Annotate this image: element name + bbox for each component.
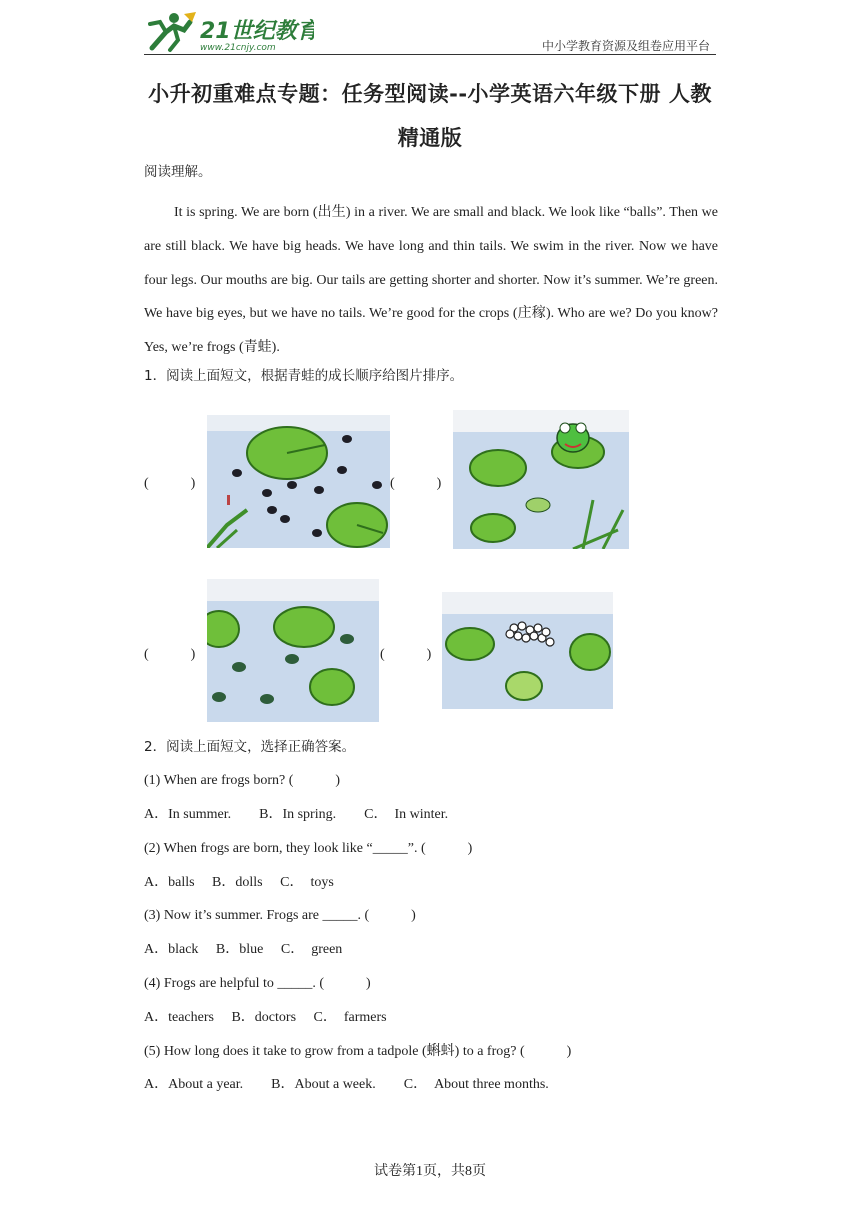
svg-text:21世纪教育: 21世纪教育 [200, 19, 314, 44]
answer-options[interactable]: A．About a year. B．About a week. C． About three months. [144, 1077, 549, 1092]
page-title: 小升初重难点专题：任务型阅读--小学英语六年级下册 人教精通版 [148, 82, 712, 150]
answer-options[interactable]: A．black B．blue C． green [144, 942, 343, 957]
frog-eggs-picture [442, 592, 613, 709]
question-stem: (4) Frogs are helpful to _____. ( ) [144, 976, 371, 991]
answer-options[interactable]: A．teachers B．doctors C． farmers [144, 1010, 387, 1025]
answer-blank-1[interactable]: ( ) [144, 476, 196, 491]
answer-options[interactable]: A．balls B．dolls C． toys [144, 875, 334, 890]
question-stem: (3) Now it’s summer. Frogs are _____. ( ) [144, 908, 416, 923]
header-divider [144, 54, 716, 55]
platform-name: 中小学教育资源及组卷应用平台 [541, 39, 710, 53]
froglets-picture [207, 579, 379, 722]
answer-blank-4[interactable]: ( ) [380, 647, 432, 662]
question-2-label: 2．阅读上面短文，选择正确答案。 [144, 739, 356, 755]
logo [144, 8, 314, 54]
svg-text:www.21cnjy.com: www.21cnjy.com [200, 43, 276, 53]
page-number: 试卷第1页，共8页 [374, 1164, 486, 1179]
question-stem: (5) How long does it take to grow from a tadpole (蝌蚪) to a frog? ( ) [144, 1044, 572, 1059]
runner-logo-icon [150, 12, 196, 50]
tadpoles-picture [207, 415, 390, 548]
answer-blank-3[interactable]: ( ) [144, 647, 196, 662]
instruction: 阅读理解。 [144, 164, 212, 180]
frogs-on-lily-pads-picture [453, 410, 629, 549]
answer-options[interactable]: A．In summer. B．In spring. C． In winter. [144, 807, 449, 822]
reading-passage: It is spring. We are born (出生) in a river. We are small and black. We look like “balls”. Then we are still black. We have big heads. We have long and thin tails. We swim in the river. Now we have four legs. Our mouths are big. Our tails are getting shorter and shorter. Now it’s summer. We’re green. We have big eyes, but we have no tails. We’re good for the crops (庄稼). Who are we? Do you know? Yes, we’re frogs (青蛙). [144, 205, 718, 356]
question-1-label: 1．阅读上面短文，根据青蛙的成长顺序给图片排序。 [144, 368, 464, 384]
question-stem: (1) When are frogs born? ( ) [144, 773, 341, 788]
question-stem: (2) When frogs are born, they look like “_____”. ( ) [144, 841, 473, 856]
answer-blank-2[interactable]: ( ) [390, 476, 442, 491]
